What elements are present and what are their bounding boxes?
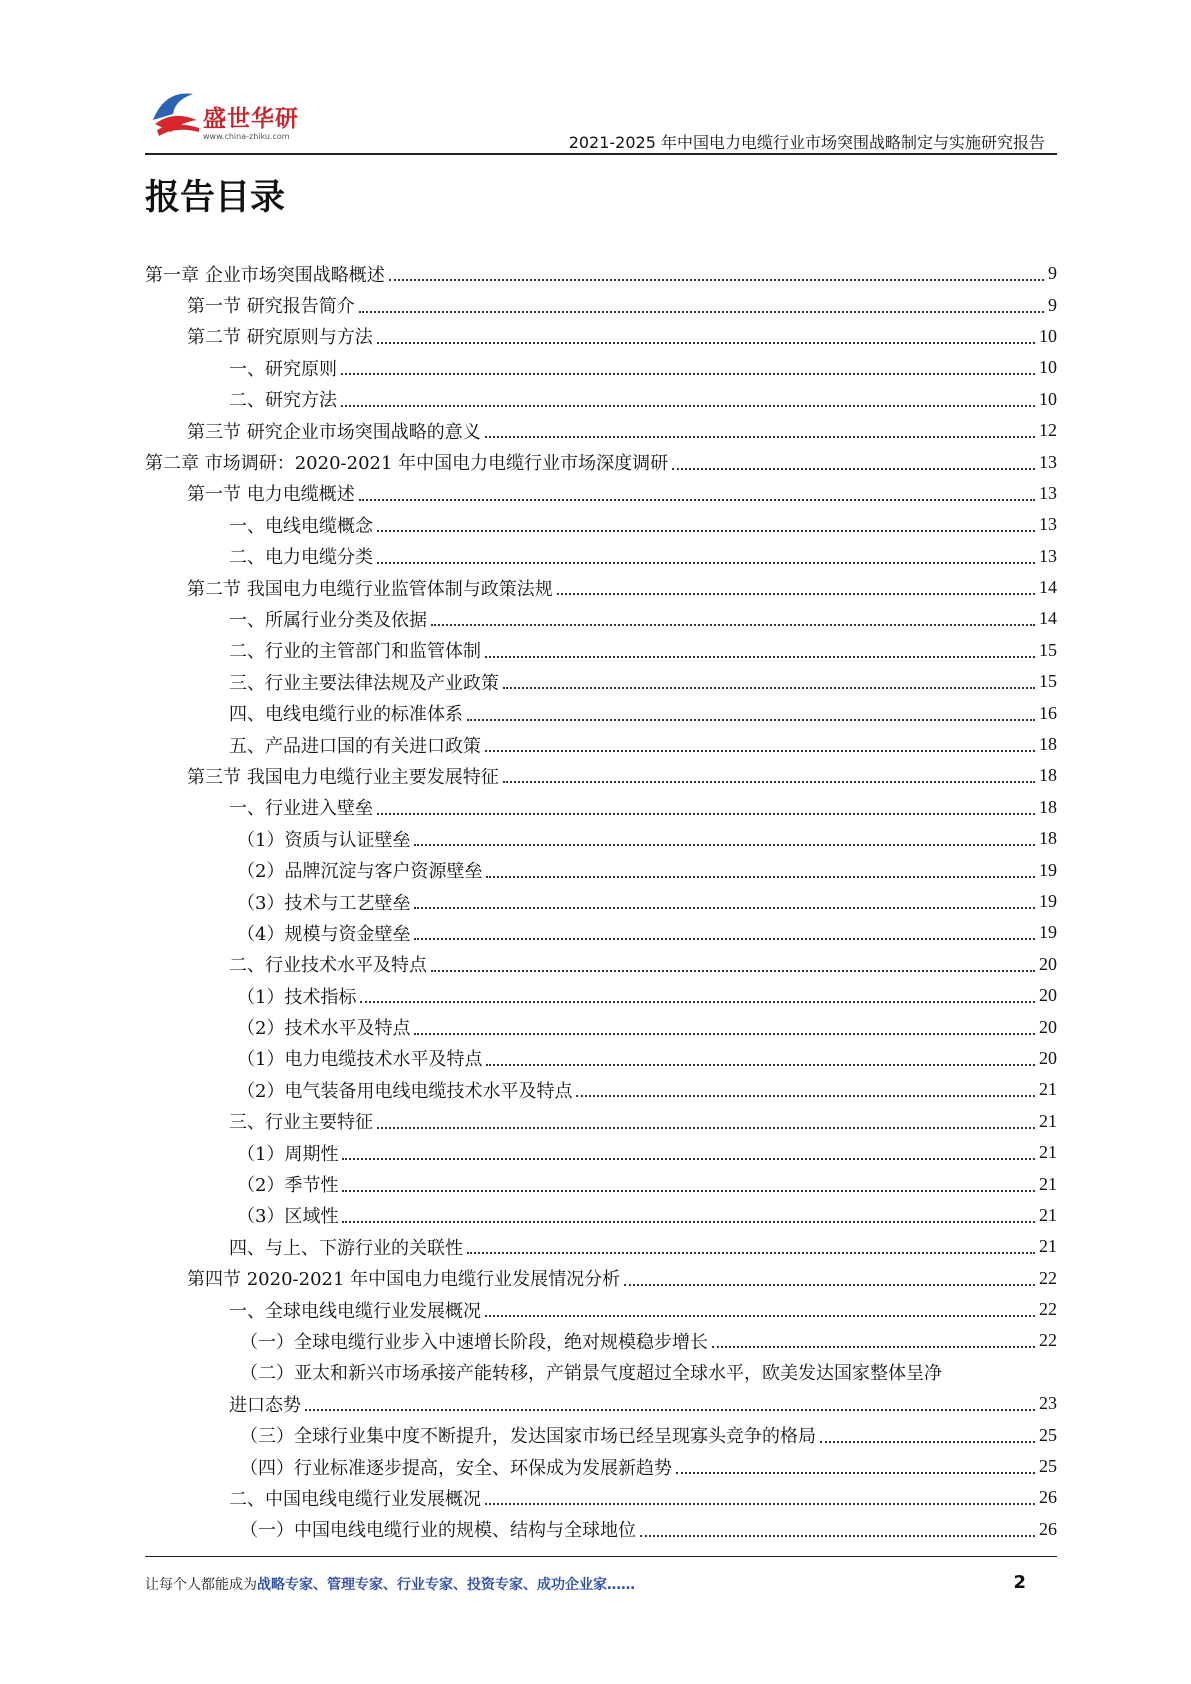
toc-leader-dots: [377, 341, 1035, 344]
toc-entry[interactable]: [145, 321, 1057, 352]
toc-entry-page: 26: [1039, 1487, 1057, 1508]
toc-leader-dots: [486, 1063, 1035, 1066]
toc-entry-page: 26: [1039, 1518, 1057, 1539]
toc-entry-page: 9: [1048, 263, 1057, 284]
toc-entry-label: 一、电线电缆概念: [229, 515, 373, 537]
toc-entry[interactable]: [145, 509, 1057, 540]
toc-leader-dots: [485, 1502, 1035, 1505]
toc-entry[interactable]: [145, 1011, 1057, 1042]
toc-entry[interactable]: [145, 1294, 1057, 1325]
toc-entry[interactable]: [145, 1200, 1057, 1231]
toc-entry[interactable]: [145, 697, 1057, 728]
toc-entry-label: 二、行业的主管部门和监管体制: [229, 641, 481, 663]
toc-entry-label: （2）电气装备用电线电缆技术水平及特点: [237, 1080, 573, 1102]
toc-leader-dots: [359, 310, 1044, 313]
toc-entry-page: 21: [1039, 1204, 1057, 1225]
toc-entry-label: 二、电力电缆分类: [229, 547, 373, 569]
document-title: 2021-2025 年中国电力电缆行业市场突围战略制定与实施研究报告: [568, 133, 1045, 152]
toc-leader-dots: [712, 1345, 1035, 1348]
toc-entry-page: 21: [1039, 1236, 1057, 1257]
toc-entry-label: 四、电线电缆行业的标准体系: [229, 704, 463, 726]
toc-entry-label: 一、行业进入壁垒: [229, 798, 373, 820]
toc-entry-label: （2）季节性: [237, 1175, 339, 1197]
toc-leader-dots: [414, 1032, 1035, 1035]
toc-entry[interactable]: [145, 1231, 1057, 1262]
toc-entry[interactable]: [145, 949, 1057, 980]
toc-leader-dots: [377, 529, 1035, 532]
toc-entry-label: 第二节 我国电力电缆行业监管体制与政策法规: [187, 578, 553, 600]
toc-entry[interactable]: [145, 1514, 1057, 1545]
logo-url: www.china-zhiku.com: [203, 132, 290, 141]
toc-entry-label: （2）品牌沉淀与客户资源壁垒: [237, 861, 483, 883]
toc-leader-dots: [341, 404, 1035, 407]
footer-slogan-prefix: 让每个人都能成为: [145, 1577, 257, 1593]
toc-entry-page: 9: [1048, 294, 1057, 315]
logo-name: 盛世华研: [203, 106, 299, 132]
toc-entry[interactable]: [145, 352, 1057, 383]
toc-entry-label: （1）电力电缆技术水平及特点: [237, 1049, 483, 1071]
toc-leader-dots: [431, 623, 1035, 626]
toc-leader-dots: [342, 1220, 1035, 1223]
toc-leader-dots: [342, 1157, 1035, 1160]
page-number: 2: [1013, 1572, 1026, 1593]
toc-entry[interactable]: [145, 1419, 1057, 1450]
toc-entry[interactable]: [145, 1357, 1057, 1388]
toc-entry-label: （2）技术水平及特点: [237, 1018, 411, 1040]
toc-entry-page: 10: [1039, 357, 1057, 378]
toc-entry[interactable]: [145, 666, 1057, 697]
toc-entry-page: 19: [1039, 922, 1057, 943]
toc-entry[interactable]: [145, 729, 1057, 760]
toc-entry-label: （一）全球电缆行业步入中速增长阶段，绝对规模稳步增长: [240, 1331, 708, 1353]
toc-entry-label: 第二节 研究原则与方法: [187, 327, 373, 349]
toc-entry[interactable]: [145, 603, 1057, 634]
toc-entry-label: 进口态势: [229, 1394, 301, 1416]
toc-entry-label: （3）区域性: [237, 1206, 339, 1228]
toc-entry[interactable]: [145, 1106, 1057, 1137]
toc-entry-page: 13: [1039, 482, 1057, 503]
toc-leader-dots: [486, 875, 1035, 878]
toc-entry-page: 21: [1039, 1079, 1057, 1100]
toc-entry-label: 第四节 2020-2021 年中国电力电缆行业发展情况分析: [187, 1269, 621, 1291]
toc-entry-page: 19: [1039, 891, 1057, 911]
toc-entry[interactable]: [145, 541, 1057, 572]
page-header: [145, 80, 1045, 155]
toc-leader-dots: [672, 467, 1035, 470]
toc-entry-label: （4）规模与资金壁垒: [237, 923, 411, 945]
toc-entry-label: （一）中国电线电缆行业的规模、结构与全球地位: [240, 1520, 636, 1542]
toc-leader-dots: [503, 780, 1035, 783]
toc-leader-dots: [377, 812, 1035, 815]
toc-entry[interactable]: [145, 1137, 1057, 1168]
toc-entry-page: 18: [1039, 734, 1057, 755]
toc-entry-page: 14: [1039, 577, 1057, 598]
toc-entry-label: 第一节 研究报告简介: [187, 296, 355, 318]
toc-entry-page: 18: [1039, 765, 1057, 786]
toc-entry[interactable]: [145, 635, 1057, 666]
toc-entry[interactable]: [145, 1168, 1057, 1199]
toc-leader-dots: [467, 1251, 1035, 1254]
toc-entry-page: 21: [1039, 1173, 1057, 1194]
toc-entry-page: 10: [1039, 388, 1057, 409]
toc-leader-dots: [576, 1094, 1035, 1097]
toc-entry[interactable]: [145, 258, 1057, 289]
toc-leader-dots: [467, 718, 1035, 721]
toc-leader-dots: [342, 1189, 1035, 1192]
toc-entry-page: 12: [1039, 420, 1057, 441]
toc-entry[interactable]: [145, 478, 1057, 509]
toc-entry[interactable]: [145, 980, 1057, 1011]
toc-entry-page: 22: [1039, 1299, 1057, 1320]
toc-entry-label: 一、所属行业分类及依据: [229, 609, 427, 631]
toc-entry-page: 18: [1039, 828, 1057, 849]
toc-leader-dots: [640, 1534, 1035, 1537]
toc-entry-page: 15: [1039, 639, 1057, 660]
toc-entry-page: 19: [1039, 859, 1057, 880]
toc-entry-page: 23: [1039, 1393, 1057, 1414]
toc-entry-page: 20: [1039, 1016, 1057, 1037]
toc-leader-dots: [377, 1126, 1035, 1129]
toc-leader-dots: [503, 686, 1035, 689]
footer-slogan: [145, 1574, 635, 1594]
toc-entry-label: 四、与上、下游行业的关联性: [229, 1237, 463, 1259]
toc-entry[interactable]: [145, 1388, 1057, 1419]
toc-entry-page: 25: [1039, 1456, 1057, 1477]
toc-leader-dots: [676, 1471, 1035, 1474]
toc-entry-label: 第一节 电力电缆概述: [187, 484, 355, 506]
toc-leader-dots: [820, 1440, 1035, 1443]
toc-leader-dots: [485, 655, 1035, 658]
toc-entry[interactable]: [145, 917, 1057, 948]
toc-entry-page: 22: [1039, 1267, 1057, 1288]
toc-entry-page: 10: [1039, 325, 1057, 346]
toc-entry-label: 第二章 市场调研：2020-2021 年中国电力电缆行业市场深度调研: [145, 453, 669, 475]
company-logo: [145, 80, 315, 150]
toc-entry-page: 22: [1039, 1330, 1057, 1351]
toc-leader-dots: [341, 372, 1035, 375]
toc-entry[interactable]: [145, 886, 1057, 917]
toc-entry[interactable]: [145, 1451, 1057, 1482]
toc-entry-label: （1）资质与认证壁垒: [237, 829, 411, 851]
toc-entry[interactable]: [145, 1074, 1057, 1105]
toc-leader-dots: [485, 749, 1035, 752]
toc-leader-dots: [624, 1283, 1035, 1286]
toc-entry-label: （1）周期性: [237, 1143, 339, 1165]
logo-emblem-icon: [145, 80, 205, 140]
toc-entry-label: 三、行业主要法律法规及产业政策: [229, 672, 499, 694]
toc-entry-label: 三、行业主要特征: [229, 1112, 373, 1134]
toc-leader-dots: [305, 1408, 1035, 1411]
toc-entry-page: 13: [1039, 514, 1057, 535]
toc-entry-page: 20: [1039, 985, 1057, 1006]
toc-entry-page: 21: [1039, 1142, 1057, 1163]
header-divider: [145, 153, 1057, 155]
toc-entry-label: 五、产品进口国的有关进口政策: [229, 735, 481, 757]
toc-entry-label: 二、行业技术水平及特点: [229, 955, 427, 977]
toc-entry[interactable]: [145, 289, 1057, 320]
toc-entry-label: （三）全球行业集中度不断提升，发达国家市场已经呈现寡头竞争的格局: [240, 1426, 816, 1448]
toc-entry[interactable]: [145, 760, 1057, 791]
toc-entry-page: 20: [1039, 953, 1057, 974]
toc-entry-page: 20: [1039, 1047, 1057, 1068]
toc-leader-dots: [485, 435, 1035, 438]
toc-entry[interactable]: [145, 792, 1057, 823]
toc-entry-label: 二、研究方法: [229, 390, 337, 412]
footer-slogan-highlight: 战略专家、管理专家、行业专家、投资专家、成功企业家……: [257, 1577, 635, 1593]
toc-entry-page: 14: [1039, 608, 1057, 629]
toc-entry-label: （3）技术与工艺壁垒: [237, 892, 411, 914]
toc-entry-page: 13: [1039, 451, 1057, 472]
toc-entry-page: 21: [1039, 1110, 1057, 1131]
toc-leader-dots: [389, 278, 1044, 281]
toc-entry-page: 18: [1039, 796, 1057, 817]
toc-leader-dots: [485, 1314, 1035, 1317]
toc-entry[interactable]: [145, 446, 1057, 477]
toc-leader-dots: [431, 969, 1035, 972]
toc-leader-dots: [360, 1000, 1035, 1003]
toc-leader-dots: [414, 906, 1035, 909]
toc-entry-label: 一、研究原则: [229, 358, 337, 380]
toc-entry-label: （1）技术指标: [237, 986, 357, 1008]
toc-entry-label: 第三节 我国电力电缆行业主要发展特征: [187, 766, 499, 788]
toc-entry[interactable]: [145, 1325, 1057, 1356]
toc-entry[interactable]: [145, 823, 1057, 854]
toc-entry-page: 16: [1039, 702, 1057, 723]
toc-entry-label: 一、全球电线电缆行业发展概况: [229, 1300, 481, 1322]
toc-entry-page: 15: [1039, 671, 1057, 692]
toc-leader-dots: [557, 592, 1035, 595]
toc-entry[interactable]: [145, 384, 1057, 415]
toc-entry[interactable]: [145, 1263, 1057, 1294]
toc-entry-page: 13: [1039, 545, 1057, 566]
toc-leader-dots: [359, 498, 1035, 501]
toc-entry[interactable]: [145, 1043, 1057, 1074]
toc-heading: 报告目录: [145, 178, 286, 218]
toc-leader-dots: [377, 561, 1035, 564]
toc-entry[interactable]: [145, 854, 1057, 885]
toc-entry-label: 第一章 企业市场突围战略概述: [145, 264, 385, 286]
toc-entry-label: （二）亚太和新兴市场承接产能转移，产销景气度超过全球水平，欧美发达国家整体呈净: [240, 1363, 942, 1385]
footer-divider: [145, 1556, 1057, 1557]
table-of-contents: [145, 258, 1057, 1545]
toc-leader-dots: [414, 843, 1035, 846]
toc-entry[interactable]: [145, 1482, 1057, 1513]
toc-leader-dots: [414, 937, 1035, 940]
toc-entry-label: 第三节 研究企业市场突围战略的意义: [187, 421, 481, 443]
toc-entry[interactable]: [145, 572, 1057, 603]
toc-entry-page: 25: [1039, 1424, 1057, 1445]
toc-entry[interactable]: [145, 415, 1057, 446]
toc-entry-label: （四）行业标准逐步提高，安全、环保成为发展新趋势: [240, 1457, 672, 1479]
toc-entry-label: 二、中国电线电缆行业发展概况: [229, 1488, 481, 1510]
